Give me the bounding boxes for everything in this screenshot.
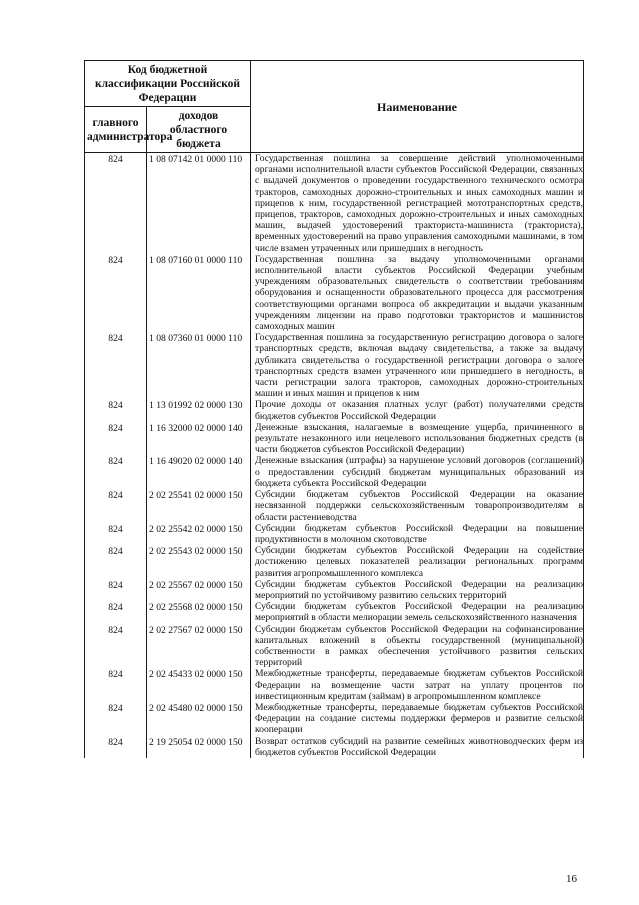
table-row [85,399,584,421]
admin-code-cell: 824 [85,624,147,669]
revenue-code-cell: 2 02 45433 02 0000 150 [147,668,251,702]
revenue-name-cell: Межбюджетные трансферты, передаваемые бюджетам субъектов Российской Федерации на возмещение части затрат на уплату процентов по инвестиционным кредитам (займам) в агропромышленном комплексе [251,668,584,702]
table-row [85,736,584,758]
revenue-name-cell: Денежные взыскания (штрафы) за нарушение условий договоров (соглашений) о предоставлении субсидий бюджетам муниципальных образований из бюджета субъекта Российской Федерации [251,455,584,489]
table-row [85,422,584,456]
revenue-code-cell: 1 08 07360 01 0000 110 [147,332,251,399]
revenue-code-cell: 2 02 25542 02 0000 150 [147,523,251,545]
revenue-name-cell: Прочие доходы от оказания платных услуг (работ) получателями средств бюджетов субъектов Российской Федерации [251,399,584,421]
revenue-name-cell: Субсидии бюджетам субъектов Российской Федерации на повышение продуктивности в молочном скотоводстве [251,523,584,545]
table-row [85,523,584,545]
revenue-name-cell: Государственная пошлина за совершение действий уполномоченными органами исполнительной власти субъектов Российской Федерации, связанных с выдачей документов о проведении государственного технического осмотра тракторов, самоходных дорожно-строительных и иных самоходных машин и прицепов к ним, государственной регистрацией мототранспортных средств, прицепов, тракторов, самоходных дорожно-строительных и иных самоходных машин, выдачей удостоверений тракториста-машиниста (тракториста), временных удостоверений на право управления самоходными машинами, в том числе взамен утраченных или пришедших в негодность [251,153,584,254]
revenue-code-cell: 2 02 45480 02 0000 150 [147,702,251,736]
admin-code-cell: 824 [85,601,147,623]
table-row [85,153,584,254]
revenue-name-cell: Государственная пошлина за государственную регистрацию договора о залоге транспортных средств, включая выдачу свидетельства, а также за выдачу дубликата свидетельства о государственной регистрации договора о залоге транспортных средств взамен утраченного или пришедшего в негодность, в части регистрации залога тракторов, самоходных дорожно-строительных машин и иных машин и прицепов к ним [251,332,584,399]
table-header [85,61,584,153]
table-row [85,668,584,702]
revenue-name-cell: Межбюджетные трансферты, передаваемые бюджетам субъектов Российской Федерации на создание системы поддержки фермеров и развитие сельской кооперации [251,702,584,736]
revenue-code-cell: 1 08 07160 01 0000 110 [147,254,251,332]
revenue-code-cell: 1 13 01992 02 0000 130 [147,399,251,421]
table-row [85,624,584,669]
admin-code-cell: 824 [85,736,147,758]
admin-code-cell: 824 [85,422,147,456]
header-chief-administrator: главного администратора [85,107,147,153]
revenue-code-cell: 2 02 27567 02 0000 150 [147,624,251,669]
revenue-code-cell: 2 02 25541 02 0000 150 [147,489,251,523]
header-name-column: Наименование [251,61,584,153]
revenue-name-cell: Государственная пошлина за выдачу уполномоченными органами исполнительной власти субъектов Российской Федерации учебным учреждениям образовательных свидетельств о соответствии требованиям оборудования и оснащенности образовательного процесса для рассмотрения соответствующими органами вопроса об аккредитации и выдачи указанным учреждениям лицензии на право подготовки трактористов и машинистов самоходных машин [251,254,584,332]
revenue-code-cell: 2 02 25568 02 0000 150 [147,601,251,623]
table-row [85,579,584,601]
revenue-name-cell: Субсидии бюджетам субъектов Российской Федерации на реализацию мероприятий по устойчивому развитию сельских территорий [251,579,584,601]
table-body [85,153,584,758]
table-row [85,332,584,399]
revenue-code-cell: 1 08 07142 01 0000 110 [147,153,251,254]
admin-code-cell: 824 [85,545,147,579]
table-row [85,489,584,523]
revenue-name-cell: Субсидии бюджетам субъектов Российской Федерации на содействие достижению целевых показателей реализации региональных программ развития агропромышленного комплекса [251,545,584,579]
revenue-code-cell: 1 16 32000 02 0000 140 [147,422,251,456]
revenue-name-cell: Возврат остатков субсидий на развитие семейных животноводческих ферм из бюджетов субъектов Российской Федерации [251,736,584,758]
revenue-code-cell: 2 02 25567 02 0000 150 [147,579,251,601]
admin-code-cell: 824 [85,523,147,545]
revenue-code-cell: 2 19 25054 02 0000 150 [147,736,251,758]
table-row [85,601,584,623]
admin-code-cell: 824 [85,153,147,254]
admin-code-cell: 824 [85,332,147,399]
table-row [85,545,584,579]
revenue-code-cell: 1 16 49020 02 0000 140 [147,455,251,489]
table-row [85,702,584,736]
header-budget-classification-code: Код бюджетной классификации Российской Федерации [85,61,251,107]
admin-code-cell: 824 [85,702,147,736]
revenue-name-cell: Субсидии бюджетам субъектов Российской Федерации на реализацию мероприятий в области мелиорации земель сельскохозяйственного назначения [251,601,584,623]
admin-code-cell: 824 [85,579,147,601]
admin-code-cell: 824 [85,399,147,421]
table-row [85,254,584,332]
revenue-name-cell: Субсидии бюджетам субъектов Российской Федерации на оказание несвязанной поддержки сельскохозяйственным товаропроизводителям в области растениеводства [251,489,584,523]
admin-code-cell: 824 [85,489,147,523]
admin-code-cell: 824 [85,455,147,489]
table-row [85,455,584,489]
admin-code-cell: 824 [85,668,147,702]
budget-code-table [84,60,584,758]
revenue-code-cell: 2 02 25543 02 0000 150 [147,545,251,579]
page-number: 16 [566,873,577,885]
header-regional-revenue: доходов областного бюджета [147,107,251,153]
admin-code-cell: 824 [85,254,147,332]
revenue-name-cell: Субсидии бюджетам субъектов Российской Федерации на софинансирование капитальных вложений в объекты государственной (муниципальной) собственности в рамках обеспечения устойчивого развития сельских территорий [251,624,584,669]
revenue-name-cell: Денежные взыскания, налагаемые в возмещение ущерба, причиненного в результате незаконного или нецелевого использования бюджетных средств (в части бюджетов субъектов Российской Федерации) [251,422,584,456]
